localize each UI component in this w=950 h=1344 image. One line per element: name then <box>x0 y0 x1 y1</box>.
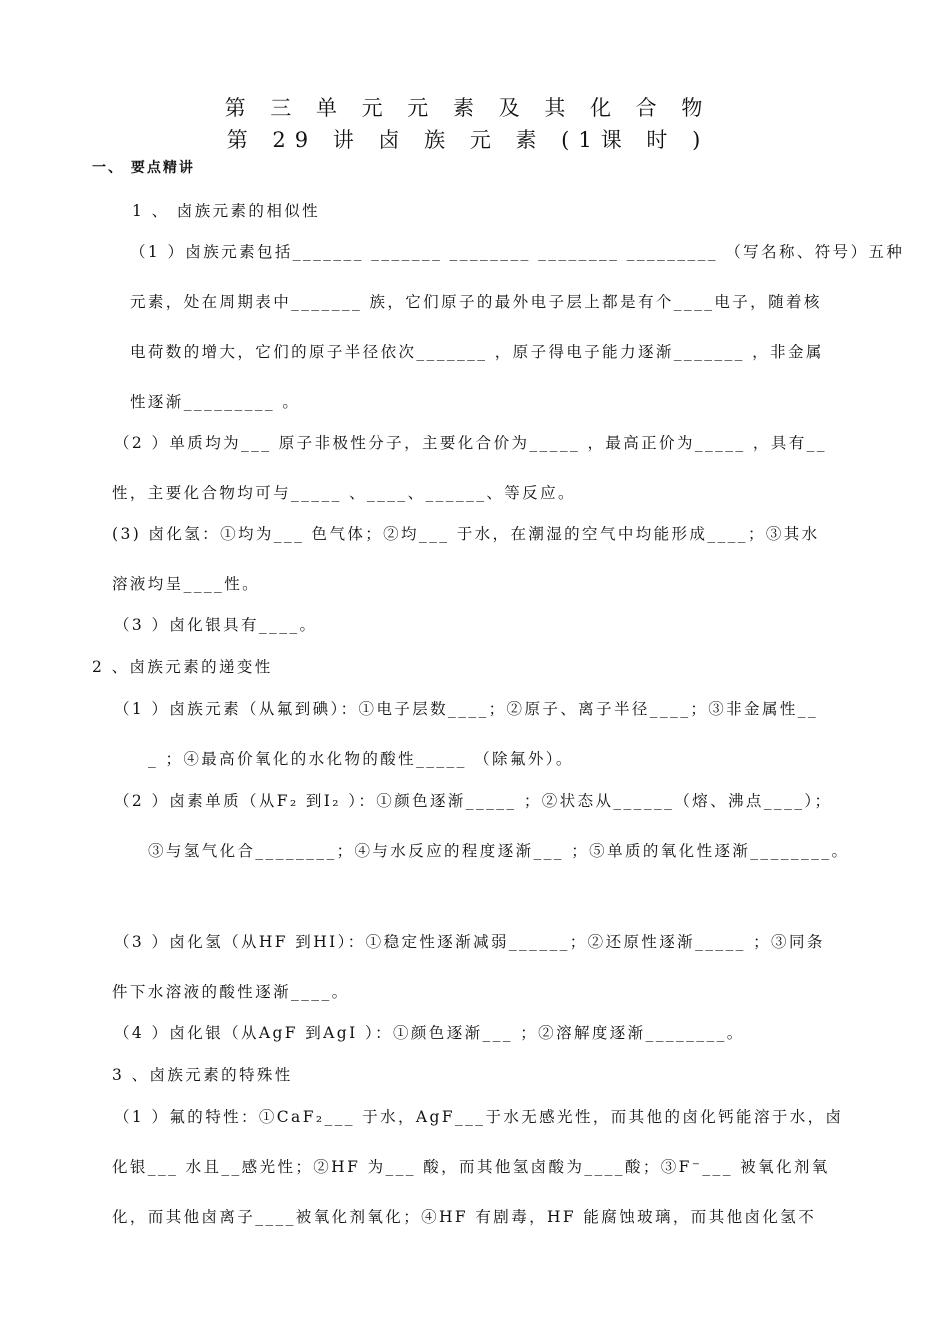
text-line: （3 ）卤化氢（从HF 到HI）：①稳定性逐渐减弱______；②还原性逐渐_____ ；③同条 <box>114 933 825 951</box>
text-line: 电荷数的增大，它们的原子半径依次_______ ，原子得电子能力逐渐_______ ，非金属 <box>130 343 824 361</box>
text-line: 溶液均呈____性。 <box>112 575 261 593</box>
text-line: （2 ）单质均为___ 原子非极性分子，主要化合价为_____ ，最高正价为_____ ，具有__ <box>114 434 827 452</box>
text-line: （1 ）卤族元素（从氟到碘）：①电子层数____；②原子、离子半径____；③非金属性__ <box>114 700 819 718</box>
subsection-heading-similarity: 1 、 卤族元素的相似性 <box>132 202 321 220</box>
section-heading-key-points: 一、 要点精讲 <box>92 160 195 176</box>
text-line: 化银___ 水且__感光性；②HF 为___ 酸，而其他氢卤酸为____酸；③F⁻___ 被氧化剂氧 <box>112 1158 830 1176</box>
text-line: 件下水溶液的酸性逐渐____。 <box>112 983 350 1001</box>
lecture-title: 第 29 讲 卤 族 元 素 (1课 时 ) <box>226 128 710 152</box>
text-line: （1 ）氟的特性：①CaF₂___ 于水，AgF___于水无感光性，而其他的卤化钙能溶于水，卤 <box>114 1108 844 1126</box>
text-line: （3 ）卤化银具有____。 <box>114 616 318 634</box>
text-line: ③与氢气化合________；④与水反应的程度逐渐___ ；⑤单质的氧化性逐渐________。 <box>148 842 850 860</box>
subsection-heading-special: 3 、卤族元素的特殊性 <box>112 1066 293 1084</box>
text-line: 化，而其他卤离子____被氧化剂氧化；④HF 有剧毒，HF 能腐蚀玻璃，而其他卤化氢不 <box>112 1208 817 1226</box>
text-line: 性逐渐_________ 。 <box>130 393 301 411</box>
unit-title: 第 三 单 元 元 素 及 其 化 合 物 <box>224 96 712 120</box>
text-line: (3) 卤化氢：①均为___ 色气体；②均___ 于水，在潮湿的空气中均能形成____；③其水 <box>112 525 820 543</box>
text-line: （1 ）卤族元素包括_______ _______ ________ ________ _________ （写名称、符号）五种 <box>130 243 905 261</box>
text-line: （4 ）卤化银（从AgF 到AgI ）：①颜色逐渐___ ；②溶解度逐渐________。 <box>114 1024 745 1042</box>
text-line: （2 ）卤素单质（从F₂ 到I₂ ）：①颜色逐渐_____ ；②状态从______（熔、沸点____）； <box>114 792 833 810</box>
text-line: 性，主要化合物均可与_____ 、____、______、等反应。 <box>112 484 576 502</box>
subsection-heading-trend: 2 、卤族元素的递变性 <box>92 658 273 676</box>
text-line: _ ；④最高价氧化的水化物的酸性_____ （除氟外）。 <box>148 750 574 768</box>
text-line: 元素，处在周期表中_______ 族，它们原子的最外电子层上都是有个____电子，随着核 <box>130 293 822 311</box>
